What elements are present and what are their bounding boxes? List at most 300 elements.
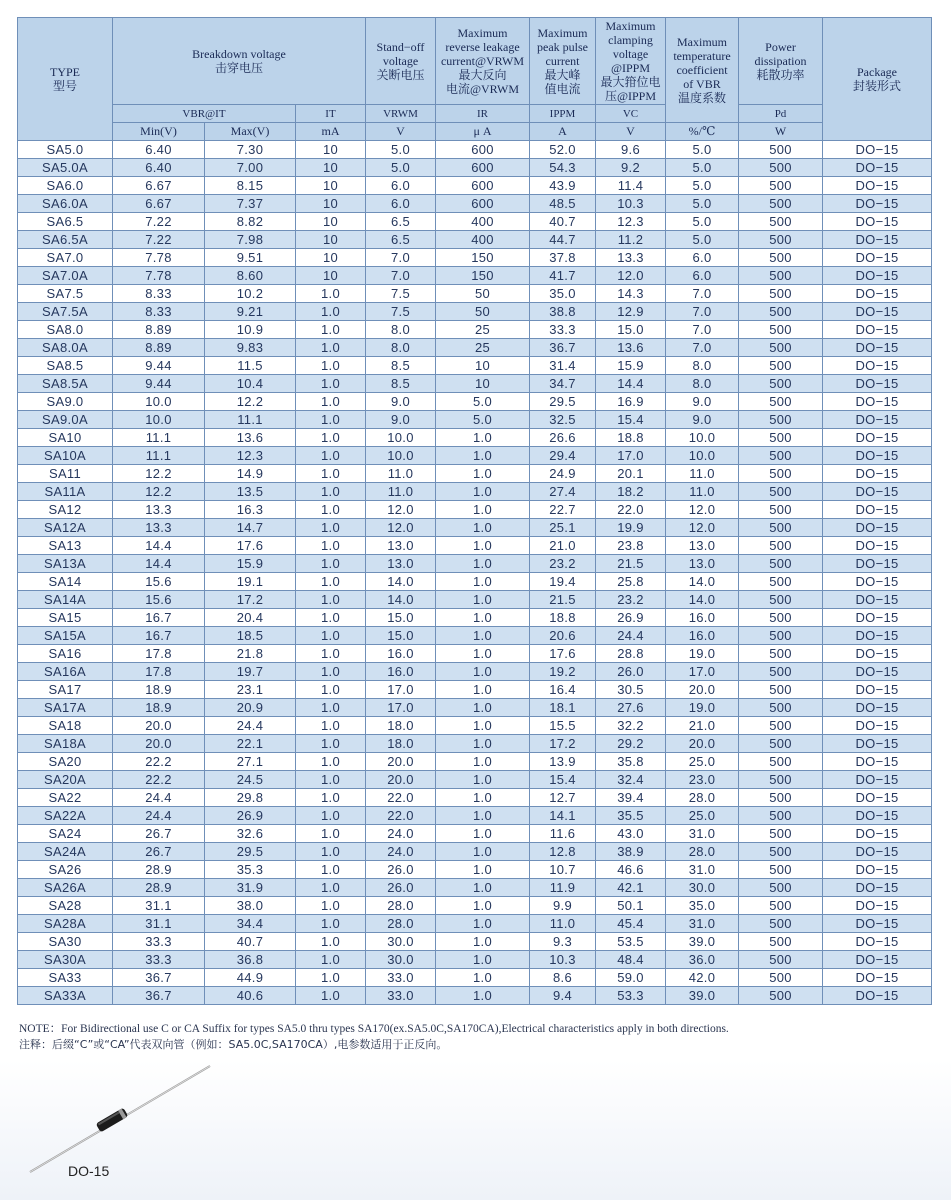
cell-vbr-max: 12.3 — [205, 447, 296, 465]
cell-package: DO−15 — [823, 717, 932, 735]
cell-it: 1.0 — [296, 591, 366, 609]
cell-type: SA9.0A — [18, 411, 113, 429]
cell-package: DO−15 — [823, 915, 932, 933]
cell-type: SA17A — [18, 699, 113, 717]
cell-vbr-min: 8.89 — [113, 321, 205, 339]
cell-ippm: 15.4 — [530, 771, 596, 789]
cell-vc: 20.1 — [596, 465, 666, 483]
cell-type: SA30 — [18, 933, 113, 951]
table-row — [18, 807, 932, 825]
cell-vc: 35.8 — [596, 753, 666, 771]
cell-pd: 500 — [739, 663, 823, 681]
cell-package: DO−15 — [823, 249, 932, 267]
cell-temp-coef: 16.0 — [666, 609, 739, 627]
cell-ir: 1.0 — [436, 735, 530, 753]
cell-temp-coef: 28.0 — [666, 789, 739, 807]
cell-package: DO−15 — [823, 771, 932, 789]
cell-pd: 500 — [739, 843, 823, 861]
cell-ippm: 54.3 — [530, 159, 596, 177]
cell-pd: 500 — [739, 753, 823, 771]
cell-ippm: 43.9 — [530, 177, 596, 195]
cell-ippm: 23.2 — [530, 555, 596, 573]
cell-vc: 11.2 — [596, 231, 666, 249]
table-row — [18, 339, 932, 357]
cell-package: DO−15 — [823, 429, 932, 447]
cell-vbr-min: 7.22 — [113, 213, 205, 231]
cell-type: SA10A — [18, 447, 113, 465]
cell-package: DO−15 — [823, 933, 932, 951]
cell-ir: 1.0 — [436, 843, 530, 861]
cell-vbr-max: 23.1 — [205, 681, 296, 699]
cell-pd: 500 — [739, 375, 823, 393]
cell-vc: 15.0 — [596, 321, 666, 339]
cell-ir: 1.0 — [436, 591, 530, 609]
cell-package: DO−15 — [823, 339, 932, 357]
cell-type: SA22 — [18, 789, 113, 807]
table-row — [18, 231, 932, 249]
cell-pd: 500 — [739, 861, 823, 879]
cell-ippm: 8.6 — [530, 969, 596, 987]
cell-vbr-min: 7.78 — [113, 249, 205, 267]
cell-it: 1.0 — [296, 483, 366, 501]
cell-vc: 50.1 — [596, 897, 666, 915]
temp-label-l2: temperature — [673, 49, 731, 63]
cell-temp-coef: 7.0 — [666, 285, 739, 303]
cell-vrwm: 10.0 — [366, 447, 436, 465]
cell-ippm: 19.4 — [530, 573, 596, 591]
cell-vc: 14.3 — [596, 285, 666, 303]
cell-it: 1.0 — [296, 699, 366, 717]
clamping-label-l1: Maximum — [605, 19, 656, 33]
cell-type: SA5.0 — [18, 141, 113, 159]
cell-it: 1.0 — [296, 843, 366, 861]
cell-vbr-max: 31.9 — [205, 879, 296, 897]
temp-label-l3: coefficient — [676, 63, 728, 77]
cell-type: SA17 — [18, 681, 113, 699]
cell-type: SA12 — [18, 501, 113, 519]
cell-pd: 500 — [739, 933, 823, 951]
note-english: NOTE：For Bidirectional use C or CA Suffix for types SA5.0 thru types SA170(ex.SA5.0C,SA170CA),Electrical characteristics apply in both directions. — [19, 1023, 729, 1035]
cell-vc: 48.4 — [596, 951, 666, 969]
cell-vc: 59.0 — [596, 969, 666, 987]
cell-type: SA28A — [18, 915, 113, 933]
cell-temp-coef: 12.0 — [666, 501, 739, 519]
cell-type: SA20 — [18, 753, 113, 771]
cell-package: DO−15 — [823, 663, 932, 681]
cell-ir: 400 — [436, 213, 530, 231]
cell-temp-coef: 20.0 — [666, 735, 739, 753]
cell-ippm: 14.1 — [530, 807, 596, 825]
cell-vbr-min: 31.1 — [113, 897, 205, 915]
cell-vrwm: 8.5 — [366, 357, 436, 375]
leakage-label-l1: Maximum — [457, 26, 508, 40]
cell-it: 1.0 — [296, 519, 366, 537]
cell-it: 1.0 — [296, 789, 366, 807]
cell-vrwm: 7.5 — [366, 285, 436, 303]
cell-vbr-min: 15.6 — [113, 573, 205, 591]
cell-type: SA8.5A — [18, 375, 113, 393]
cell-package: DO−15 — [823, 573, 932, 591]
cell-pd: 500 — [739, 573, 823, 591]
symbol-ir: IR — [436, 105, 530, 123]
clamping-label-l2: clamping — [608, 33, 653, 47]
pulse-label-cn2: 值电流 — [544, 82, 581, 96]
cell-vc: 12.9 — [596, 303, 666, 321]
cell-temp-coef: 5.0 — [666, 213, 739, 231]
cell-package: DO−15 — [823, 357, 932, 375]
cell-ir: 1.0 — [436, 609, 530, 627]
cell-vc: 53.5 — [596, 933, 666, 951]
cell-vbr-max: 13.5 — [205, 483, 296, 501]
cell-package: DO−15 — [823, 447, 932, 465]
col-header-package — [823, 18, 932, 141]
cell-ir: 600 — [436, 177, 530, 195]
cell-pd: 500 — [739, 825, 823, 843]
cell-package: DO−15 — [823, 753, 932, 771]
cell-vbr-max: 10.2 — [205, 285, 296, 303]
cell-package: DO−15 — [823, 321, 932, 339]
table-row — [18, 681, 932, 699]
cell-package: DO−15 — [823, 789, 932, 807]
cell-package: DO−15 — [823, 537, 932, 555]
cell-ippm: 33.3 — [530, 321, 596, 339]
cell-type: SA15 — [18, 609, 113, 627]
table-row — [18, 249, 932, 267]
cell-ir: 1.0 — [436, 699, 530, 717]
table-row — [18, 159, 932, 177]
table-row — [18, 483, 932, 501]
cell-pd: 500 — [739, 789, 823, 807]
cell-temp-coef: 5.0 — [666, 141, 739, 159]
cell-it: 1.0 — [296, 609, 366, 627]
cell-vrwm: 12.0 — [366, 501, 436, 519]
cell-pd: 500 — [739, 231, 823, 249]
cell-vrwm: 16.0 — [366, 663, 436, 681]
cell-vbr-max: 14.9 — [205, 465, 296, 483]
cell-package: DO−15 — [823, 393, 932, 411]
cell-vrwm: 7.0 — [366, 249, 436, 267]
cell-type: SA33 — [18, 969, 113, 987]
cell-ir: 1.0 — [436, 663, 530, 681]
cell-type: SA28 — [18, 897, 113, 915]
cell-vbr-max: 26.9 — [205, 807, 296, 825]
cell-pd: 500 — [739, 339, 823, 357]
cell-pd: 500 — [739, 969, 823, 987]
cell-it: 1.0 — [296, 447, 366, 465]
cell-vbr-max: 29.5 — [205, 843, 296, 861]
cell-pd: 500 — [739, 159, 823, 177]
table-row — [18, 771, 932, 789]
temp-label-cn: 温度系数 — [677, 91, 726, 105]
cell-temp-coef: 11.0 — [666, 483, 739, 501]
cell-vbr-max: 9.51 — [205, 249, 296, 267]
cell-vbr-min: 6.67 — [113, 195, 205, 213]
cell-vc: 43.0 — [596, 825, 666, 843]
cell-vrwm: 11.0 — [366, 483, 436, 501]
cell-vrwm: 26.0 — [366, 879, 436, 897]
cell-it: 1.0 — [296, 303, 366, 321]
clamping-label-cn2: 压@IPPM — [604, 89, 657, 103]
cell-vrwm: 13.0 — [366, 555, 436, 573]
table-row — [18, 735, 932, 753]
cell-vbr-max: 24.4 — [205, 717, 296, 735]
cell-pd: 500 — [739, 321, 823, 339]
cell-it: 1.0 — [296, 825, 366, 843]
cell-ir: 1.0 — [436, 645, 530, 663]
cell-temp-coef: 19.0 — [666, 645, 739, 663]
cell-ir: 1.0 — [436, 879, 530, 897]
cell-temp-coef: 14.0 — [666, 591, 739, 609]
symbol-vrwm: VRWM — [366, 105, 436, 123]
cell-ippm: 40.7 — [530, 213, 596, 231]
cell-vc: 24.4 — [596, 627, 666, 645]
table-row — [18, 429, 932, 447]
cell-type: SA30A — [18, 951, 113, 969]
cell-ippm: 11.6 — [530, 825, 596, 843]
cell-type: SA7.5 — [18, 285, 113, 303]
cell-ippm: 44.7 — [530, 231, 596, 249]
cell-vbr-max: 35.3 — [205, 861, 296, 879]
cell-type: SA24A — [18, 843, 113, 861]
power-label-l2: dissipation — [754, 54, 807, 68]
table-row — [18, 285, 932, 303]
cell-ir: 1.0 — [436, 483, 530, 501]
cell-type: SA9.0 — [18, 393, 113, 411]
cell-vrwm: 5.0 — [366, 159, 436, 177]
cell-vbr-min: 8.33 — [113, 303, 205, 321]
cell-vbr-min: 26.7 — [113, 843, 205, 861]
cell-ippm: 22.7 — [530, 501, 596, 519]
cell-vc: 26.9 — [596, 609, 666, 627]
cell-vc: 22.0 — [596, 501, 666, 519]
cell-ir: 600 — [436, 159, 530, 177]
cell-package: DO−15 — [823, 645, 932, 663]
cell-vbr-min: 24.4 — [113, 789, 205, 807]
cell-ir: 150 — [436, 267, 530, 285]
cell-vbr-min: 28.9 — [113, 861, 205, 879]
cell-vc: 12.0 — [596, 267, 666, 285]
cell-it: 1.0 — [296, 393, 366, 411]
cell-type: SA8.0 — [18, 321, 113, 339]
cell-vc: 23.8 — [596, 537, 666, 555]
cell-it: 1.0 — [296, 969, 366, 987]
cell-vrwm: 16.0 — [366, 645, 436, 663]
cell-vbr-min: 33.3 — [113, 951, 205, 969]
cell-temp-coef: 10.0 — [666, 447, 739, 465]
cell-vrwm: 22.0 — [366, 789, 436, 807]
cell-temp-coef: 6.0 — [666, 267, 739, 285]
unit-max-v: Max(V) — [205, 123, 296, 141]
col-header-clamping — [596, 18, 666, 105]
cell-vc: 45.4 — [596, 915, 666, 933]
cell-pd: 500 — [739, 537, 823, 555]
cell-type: SA6.0 — [18, 177, 113, 195]
cell-vc: 17.0 — [596, 447, 666, 465]
cell-vrwm: 30.0 — [366, 951, 436, 969]
cell-ir: 600 — [436, 141, 530, 159]
breakdown-label-en: Breakdown voltage — [192, 47, 286, 61]
cell-it: 1.0 — [296, 753, 366, 771]
cell-vrwm: 11.0 — [366, 465, 436, 483]
cell-ippm: 17.2 — [530, 735, 596, 753]
cell-type: SA6.5 — [18, 213, 113, 231]
cell-type: SA12A — [18, 519, 113, 537]
cell-vbr-min: 12.2 — [113, 465, 205, 483]
clamping-label-cn1: 最大箝位电 — [600, 75, 661, 89]
cell-package: DO−15 — [823, 879, 932, 897]
unit-w: W — [739, 123, 823, 141]
cell-vbr-max: 20.4 — [205, 609, 296, 627]
cell-it: 1.0 — [296, 879, 366, 897]
cell-package: DO−15 — [823, 519, 932, 537]
cell-ippm: 10.3 — [530, 951, 596, 969]
cell-ippm: 48.5 — [530, 195, 596, 213]
cell-temp-coef: 8.0 — [666, 375, 739, 393]
cell-vrwm: 8.0 — [366, 339, 436, 357]
cell-vc: 18.2 — [596, 483, 666, 501]
cell-type: SA18A — [18, 735, 113, 753]
table-row — [18, 663, 932, 681]
cell-package: DO−15 — [823, 825, 932, 843]
cell-vrwm: 33.0 — [366, 987, 436, 1005]
cell-ir: 1.0 — [436, 573, 530, 591]
cell-type: SA26 — [18, 861, 113, 879]
cell-package: DO−15 — [823, 807, 932, 825]
table-row — [18, 555, 932, 573]
cell-vc: 46.6 — [596, 861, 666, 879]
cell-type: SA18 — [18, 717, 113, 735]
cell-it: 10 — [296, 141, 366, 159]
cell-vrwm: 14.0 — [366, 573, 436, 591]
cell-ir: 10 — [436, 375, 530, 393]
cell-pd: 500 — [739, 609, 823, 627]
cell-vbr-min: 12.2 — [113, 483, 205, 501]
col-header-standoff — [366, 18, 436, 105]
unit-clamp-v: V — [596, 123, 666, 141]
cell-vbr-max: 11.1 — [205, 411, 296, 429]
cell-vbr-max: 8.60 — [205, 267, 296, 285]
cell-ippm: 9.4 — [530, 987, 596, 1005]
cell-package: DO−15 — [823, 735, 932, 753]
cell-vbr-min: 26.7 — [113, 825, 205, 843]
power-label-cn: 耗散功率 — [756, 68, 805, 82]
cell-temp-coef: 23.0 — [666, 771, 739, 789]
cell-it: 1.0 — [296, 771, 366, 789]
table-row — [18, 987, 932, 1005]
pulse-label-l3: current — [545, 54, 580, 68]
cell-package: DO−15 — [823, 609, 932, 627]
cell-vbr-max: 40.7 — [205, 933, 296, 951]
cell-ippm: 16.4 — [530, 681, 596, 699]
cell-temp-coef: 35.0 — [666, 897, 739, 915]
table-row — [18, 951, 932, 969]
table-row — [18, 375, 932, 393]
cell-ir: 50 — [436, 303, 530, 321]
table-row — [18, 969, 932, 987]
cell-vrwm: 28.0 — [366, 897, 436, 915]
cell-vrwm: 17.0 — [366, 681, 436, 699]
cell-it: 1.0 — [296, 321, 366, 339]
cell-package: DO−15 — [823, 951, 932, 969]
leakage-label-cn2: 电流@VRWM — [445, 82, 520, 96]
cell-ippm: 29.5 — [530, 393, 596, 411]
cell-vc: 19.9 — [596, 519, 666, 537]
cell-vc: 32.2 — [596, 717, 666, 735]
cell-vrwm: 9.0 — [366, 411, 436, 429]
cell-ir: 1.0 — [436, 807, 530, 825]
cell-vbr-max: 12.2 — [205, 393, 296, 411]
cell-package: DO−15 — [823, 861, 932, 879]
cell-ippm: 13.9 — [530, 753, 596, 771]
cell-it: 1.0 — [296, 357, 366, 375]
cell-temp-coef: 5.0 — [666, 195, 739, 213]
cell-vrwm: 12.0 — [366, 519, 436, 537]
cell-temp-coef: 7.0 — [666, 321, 739, 339]
cell-package: DO−15 — [823, 555, 932, 573]
table-row — [18, 267, 932, 285]
cell-vc: 13.6 — [596, 339, 666, 357]
cell-type: SA7.0A — [18, 267, 113, 285]
cell-ir: 1.0 — [436, 825, 530, 843]
cell-package: DO−15 — [823, 699, 932, 717]
cell-pd: 500 — [739, 879, 823, 897]
spec-table — [17, 17, 932, 1005]
package-label-en: Package — [857, 65, 897, 79]
cell-ippm: 18.8 — [530, 609, 596, 627]
table-row — [18, 357, 932, 375]
cell-temp-coef: 42.0 — [666, 969, 739, 987]
cell-type: SA26A — [18, 879, 113, 897]
cell-package: DO−15 — [823, 465, 932, 483]
cell-ir: 1.0 — [436, 897, 530, 915]
cell-vbr-min: 20.0 — [113, 735, 205, 753]
cell-pd: 500 — [739, 177, 823, 195]
cell-ir: 1.0 — [436, 987, 530, 1005]
cell-it: 1.0 — [296, 627, 366, 645]
cell-vbr-min: 16.7 — [113, 609, 205, 627]
cell-vbr-max: 7.98 — [205, 231, 296, 249]
cell-vbr-max: 9.21 — [205, 303, 296, 321]
cell-pd: 500 — [739, 645, 823, 663]
table-row — [18, 501, 932, 519]
cell-vc: 32.4 — [596, 771, 666, 789]
cell-pd: 500 — [739, 213, 823, 231]
table-row — [18, 645, 932, 663]
cell-ir: 50 — [436, 285, 530, 303]
cell-temp-coef: 7.0 — [666, 339, 739, 357]
cell-vrwm: 7.5 — [366, 303, 436, 321]
cell-ippm: 10.7 — [530, 861, 596, 879]
cell-type: SA20A — [18, 771, 113, 789]
cell-ir: 1.0 — [436, 915, 530, 933]
cell-vbr-min: 15.6 — [113, 591, 205, 609]
cell-ippm: 21.0 — [530, 537, 596, 555]
cell-vrwm: 20.0 — [366, 753, 436, 771]
cell-vrwm: 15.0 — [366, 609, 436, 627]
cell-it: 10 — [296, 213, 366, 231]
cell-ippm: 11.9 — [530, 879, 596, 897]
power-label-l1: Power — [765, 40, 796, 54]
cell-vbr-min: 8.33 — [113, 285, 205, 303]
table-row — [18, 933, 932, 951]
cell-pd: 500 — [739, 915, 823, 933]
cell-type: SA14 — [18, 573, 113, 591]
symbol-ippm: IPPM — [530, 105, 596, 123]
cell-vbr-max: 10.4 — [205, 375, 296, 393]
cell-type: SA6.5A — [18, 231, 113, 249]
table-row — [18, 699, 932, 717]
cell-vbr-max: 11.5 — [205, 357, 296, 375]
